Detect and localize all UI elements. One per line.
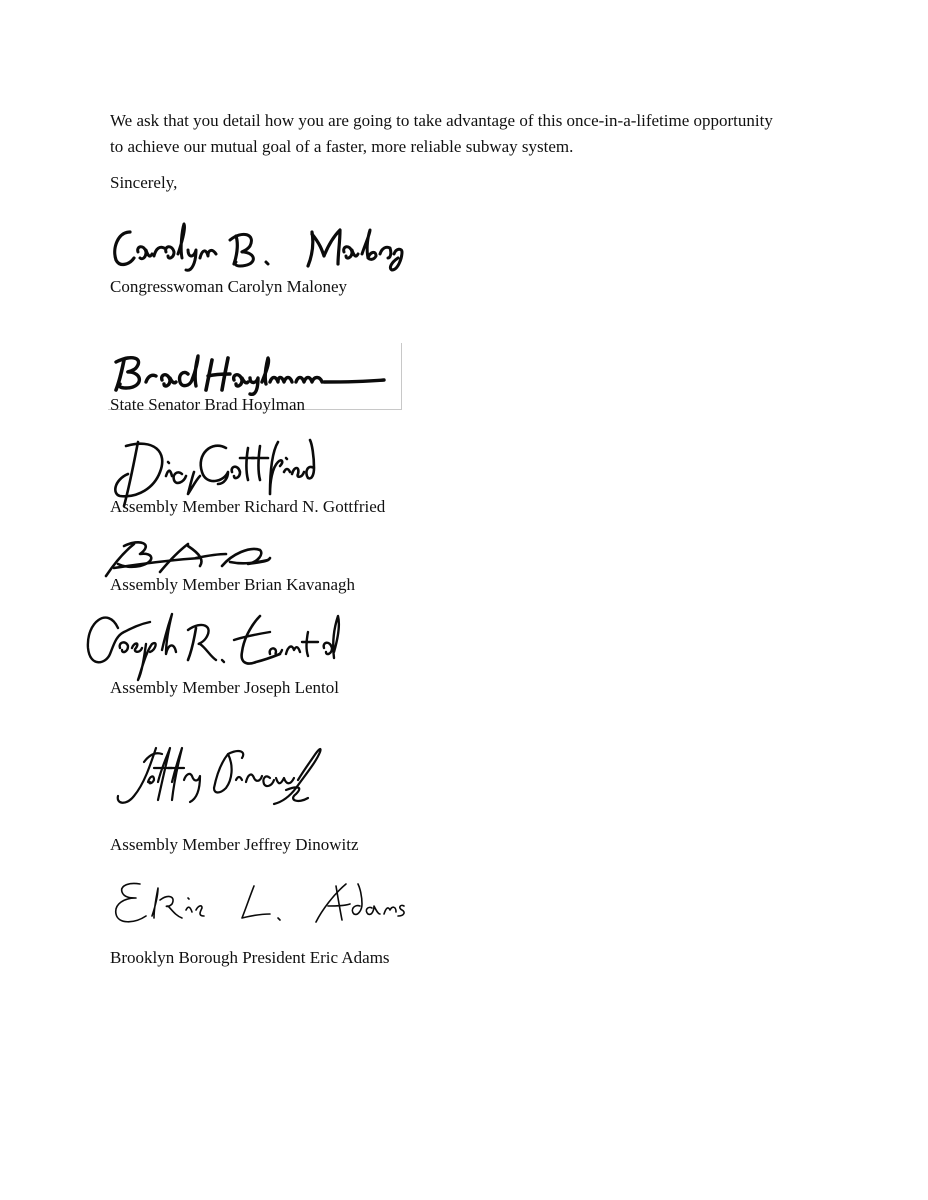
signatory-name: Brooklyn Borough President Eric Adams <box>110 948 390 967</box>
letter-closing: Sincerely, <box>110 173 178 192</box>
signature-lentol <box>84 602 340 682</box>
signature-adams <box>110 876 410 932</box>
signatory-name: State Senator Brad Hoylman <box>110 395 305 414</box>
signatory-name: Assembly Member Brian Kavanagh <box>110 575 356 594</box>
signatory-name: Assembly Member Jeffrey Dinowitz <box>110 835 359 854</box>
signature-maloney <box>108 218 408 274</box>
signatory-name: Assembly Member Joseph Lentol <box>110 678 339 697</box>
signature-dinowitz <box>110 742 326 812</box>
signatory-name: Assembly Member Richard N. Gottfried <box>110 497 386 516</box>
letter-paragraph: We ask that you detail how you are going to take advantage of this once-in-a-lifetime opportunity to achieve our mutual goal of a faster, more reliable subway system. <box>110 111 773 156</box>
signatory-name: Congresswoman Carolyn Maloney <box>110 277 348 296</box>
signature-hoylman <box>110 352 390 396</box>
